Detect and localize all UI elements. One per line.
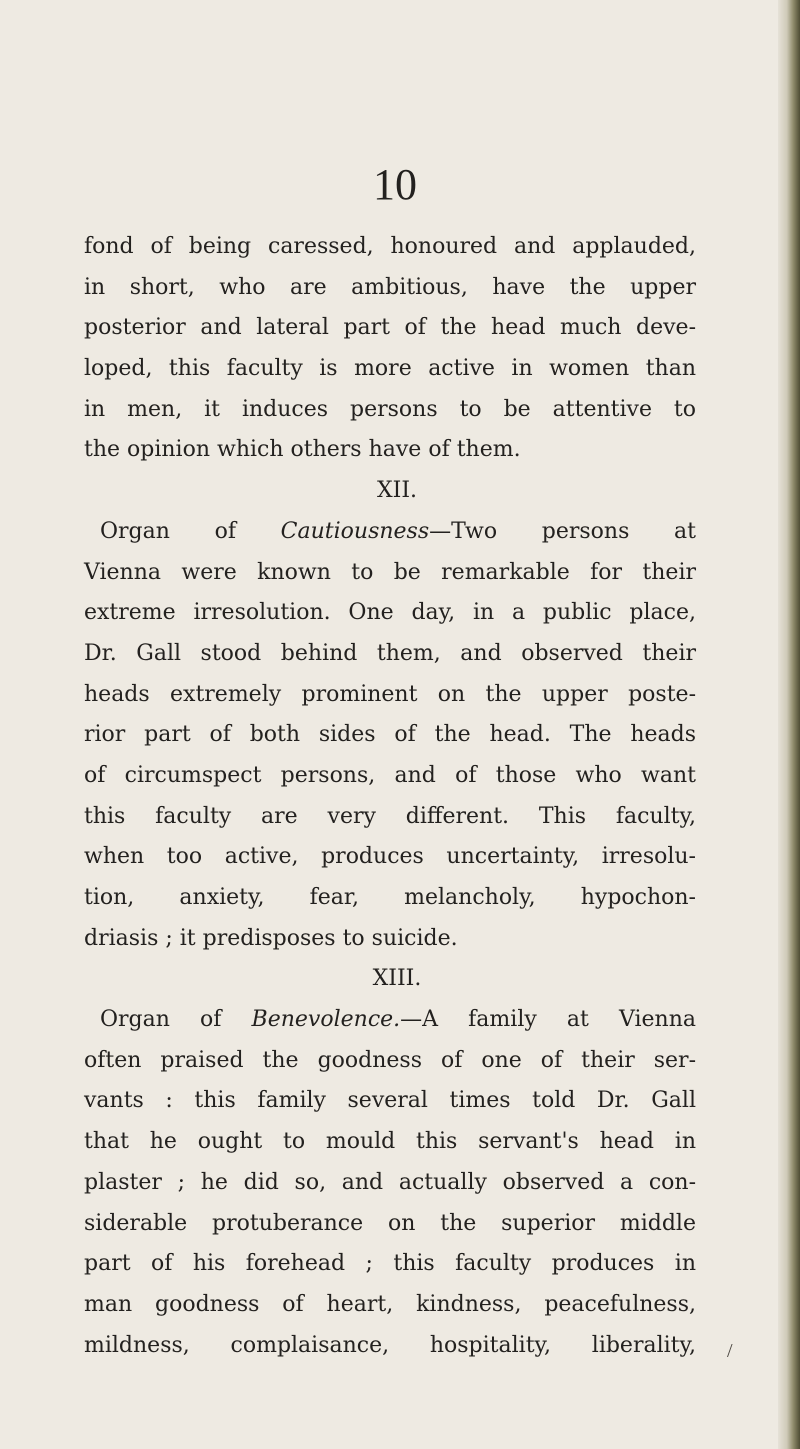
text-line: often praised the goodness of one of their ser- <box>84 1047 696 1073</box>
text-line: plaster ; he did so, and actually observed a con- <box>84 1169 696 1195</box>
text-line: mildness, complaisance, hospitality, liberality, <box>84 1332 696 1358</box>
text-line: rior part of both sides of the head. The heads <box>84 722 696 748</box>
text-line: extreme irresolution. One day, in a public place, <box>84 600 696 626</box>
page-edge-shadow <box>778 0 800 1449</box>
text-line: posterior and lateral part of the head much deve- <box>84 315 696 341</box>
text-line: part of his forehead ; this faculty produces in <box>84 1251 696 1277</box>
text-line: heads extremely prominent on the upper poste- <box>84 681 696 707</box>
text-line: vants : this family several times told Dr. Gall <box>84 1088 696 1114</box>
text-line: man goodness of heart, kindness, peacefulness, <box>84 1291 696 1317</box>
text-line: this faculty are very different. This faculty, <box>84 803 696 829</box>
text-line: siderable protuberance on the superior middle <box>84 1210 696 1236</box>
text-line: fond of being caressed, honoured and applauded, <box>84 234 696 259</box>
text-line: the opinion which others have of them. <box>84 437 521 463</box>
section-heading-xii: XII. <box>376 478 418 504</box>
text-line: Organ of Cautiousness—Two persons at <box>100 518 696 544</box>
text-line: loped, this faculty is more active in women than <box>84 356 696 382</box>
stray-pencil-mark: / <box>727 1340 733 1362</box>
organ-name: Benevolence. <box>251 1007 401 1033</box>
body-text <box>84 227 696 1366</box>
text-line: Dr. Gall stood behind them, and observed their <box>84 640 696 666</box>
text-line: in short, who are ambitious, have the upper <box>84 274 696 300</box>
text-line: tion, anxiety, fear, melancholy, hypochon- <box>84 885 696 910</box>
text-line: Vienna were known to be remarkable for their <box>84 559 696 585</box>
text-line: Organ of Benevolence.—A family at Vienna <box>100 1007 696 1033</box>
text-line: that he ought to mould this servant's head in <box>84 1129 696 1155</box>
section-heading-xiii: XIII. <box>372 966 422 992</box>
text-line: in men, it induces persons to be attentive to <box>84 396 696 422</box>
page-number: 10 <box>373 160 417 209</box>
text-line: when too active, produces uncertainty, irresolu- <box>84 844 696 870</box>
organ-name: Cautiousness <box>280 518 430 544</box>
text-line: driasis ; it predisposes to suicide. <box>84 925 458 951</box>
text-line: of circumspect persons, and of those who want <box>84 762 696 788</box>
